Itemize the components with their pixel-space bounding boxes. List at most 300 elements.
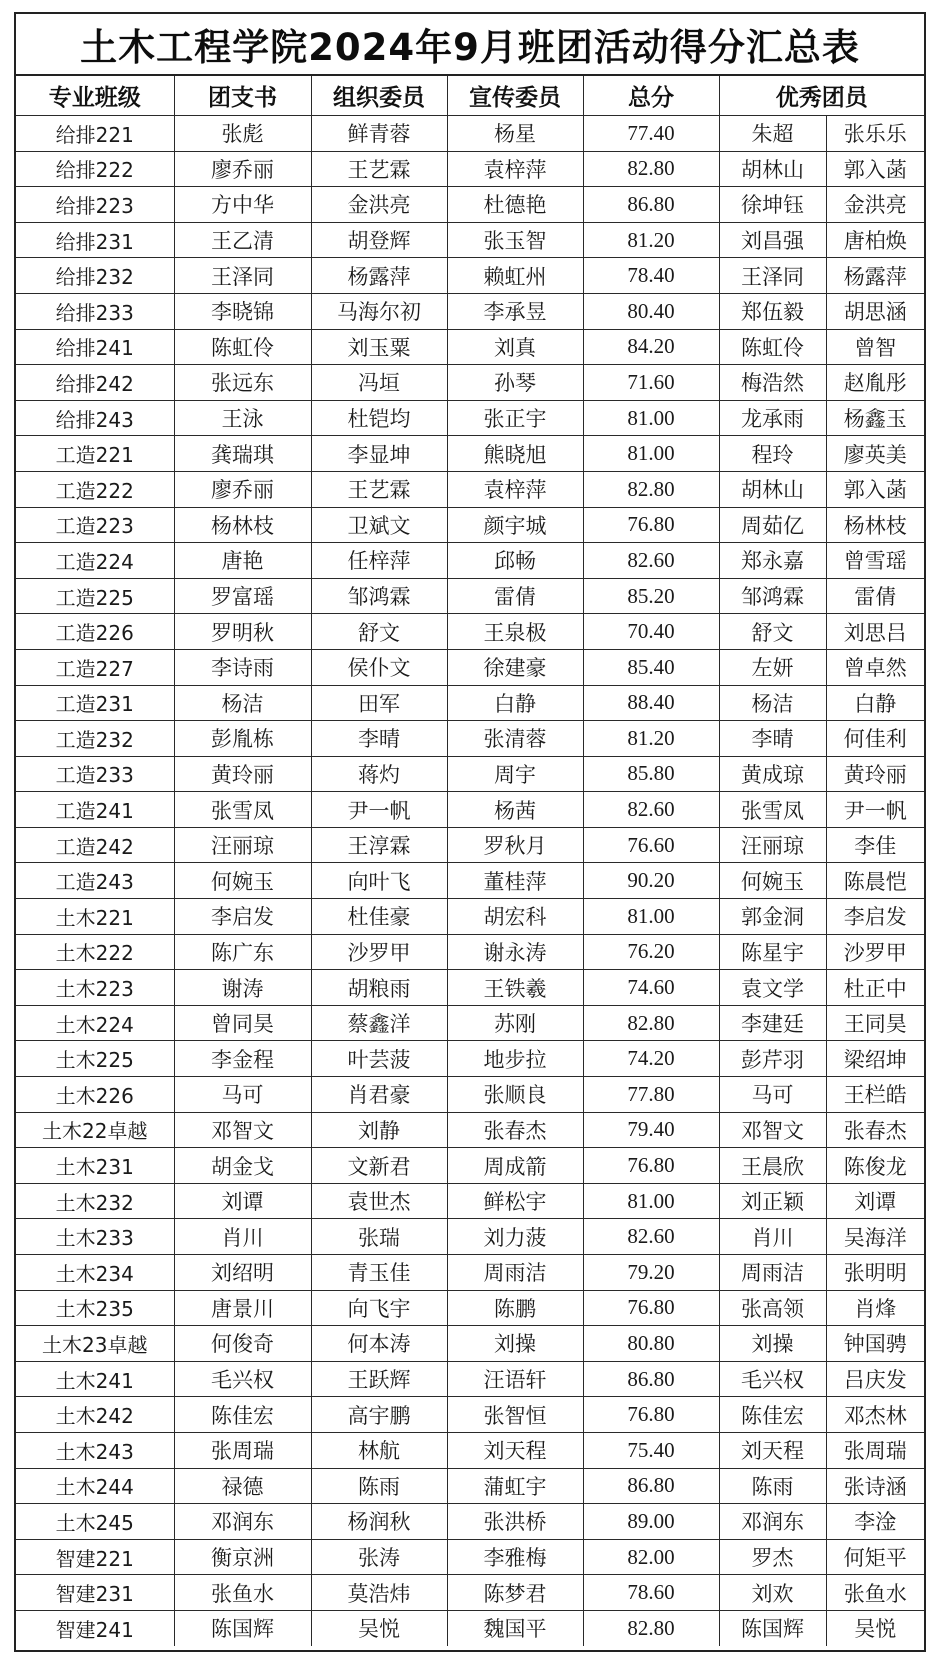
class-cell: 工造224 [16,543,174,579]
organizer-cell: 杨露萍 [311,258,447,294]
excellent-member-1-cell: 肖川 [719,1219,826,1255]
excellent-member-2-cell: 李佳 [826,827,924,863]
excellent-member-1-cell: 杨洁 [719,685,826,721]
score-cell: 82.60 [583,792,719,828]
secretary-cell: 黄玲丽 [174,756,311,792]
excellent-member-2-cell: 曾卓然 [826,649,924,685]
secretary-cell: 邓智文 [174,1112,311,1148]
table-row [16,1290,924,1326]
class-cell: 给排233 [16,293,174,329]
organizer-cell: 莫浩炜 [311,1575,447,1611]
excellent-member-1-cell: 张高领 [719,1290,826,1326]
excellent-member-1-cell: 陈佳宏 [719,1397,826,1433]
excellent-member-2-cell: 张春杰 [826,1112,924,1148]
score-cell: 76.60 [583,827,719,863]
excellent-member-2-cell: 张周瑞 [826,1432,924,1468]
class-cell: 土木232 [16,1183,174,1219]
secretary-cell: 何婉玉 [174,863,311,899]
score-cell: 82.80 [583,471,719,507]
class-cell: 土木224 [16,1005,174,1041]
score-cell: 70.40 [583,614,719,650]
score-cell: 78.60 [583,1575,719,1611]
excellent-member-2-cell: 张明明 [826,1255,924,1291]
publicity-cell: 张顺良 [447,1077,583,1113]
secretary-cell: 廖乔丽 [174,151,311,187]
class-cell: 给排223 [16,187,174,223]
excellent-member-1-cell: 毛兴权 [719,1361,826,1397]
table-row [16,1397,924,1433]
score-cell: 85.40 [583,649,719,685]
publicity-cell: 周雨洁 [447,1255,583,1291]
table-row [16,1112,924,1148]
organizer-cell: 杜铠均 [311,400,447,436]
table-row [16,863,924,899]
table-row [16,543,924,579]
publicity-cell: 周宇 [447,756,583,792]
organizer-cell: 何本涛 [311,1326,447,1362]
excellent-member-1-cell: 郑永嘉 [719,543,826,579]
excellent-member-1-cell: 邓润东 [719,1504,826,1540]
class-cell: 智建231 [16,1575,174,1611]
table-row [16,1539,924,1575]
class-cell: 土木223 [16,970,174,1006]
publicity-cell: 张玉智 [447,222,583,258]
excellent-member-2-cell: 杨林枝 [826,507,924,543]
excellent-member-2-cell: 廖英美 [826,436,924,472]
excellent-member-2-cell: 陈俊龙 [826,1148,924,1184]
excellent-member-2-cell: 刘谭 [826,1183,924,1219]
organizer-cell: 张涛 [311,1539,447,1575]
publicity-cell: 熊晓旭 [447,436,583,472]
header-score: 总分 [583,76,719,116]
publicity-cell: 胡宏科 [447,899,583,935]
class-cell: 智建241 [16,1610,174,1645]
publicity-cell: 蒲虹宇 [447,1468,583,1504]
score-cell: 81.00 [583,899,719,935]
secretary-cell: 杨林枝 [174,507,311,543]
excellent-member-1-cell: 马可 [719,1077,826,1113]
excellent-member-1-cell: 刘天程 [719,1432,826,1468]
table-row [16,293,924,329]
table-row [16,151,924,187]
secretary-cell: 李晓锦 [174,293,311,329]
secretary-cell: 陈国辉 [174,1610,311,1645]
organizer-cell: 刘玉粟 [311,329,447,365]
class-cell: 给排242 [16,365,174,401]
organizer-cell: 陈雨 [311,1468,447,1504]
publicity-cell: 陈鹏 [447,1290,583,1326]
score-cell: 81.20 [583,222,719,258]
score-cell: 86.80 [583,187,719,223]
table-row [16,1183,924,1219]
secretary-cell: 肖川 [174,1219,311,1255]
organizer-cell: 舒文 [311,614,447,650]
organizer-cell: 吴悦 [311,1610,447,1645]
organizer-cell: 王艺霖 [311,151,447,187]
class-cell: 工造222 [16,471,174,507]
excellent-member-2-cell: 郭入菡 [826,471,924,507]
organizer-cell: 高宇鹏 [311,1397,447,1433]
score-cell: 86.80 [583,1361,719,1397]
table-row [16,827,924,863]
secretary-cell: 曾同昊 [174,1005,311,1041]
secretary-cell: 李启发 [174,899,311,935]
secretary-cell: 刘绍明 [174,1255,311,1291]
table-row [16,1326,924,1362]
secretary-cell: 禄德 [174,1468,311,1504]
publicity-cell: 李雅梅 [447,1539,583,1575]
secretary-cell: 衡京洲 [174,1539,311,1575]
excellent-member-2-cell: 尹一帆 [826,792,924,828]
secretary-cell: 胡金戈 [174,1148,311,1184]
publicity-cell: 杜德艳 [447,187,583,223]
table-row [16,365,924,401]
excellent-member-2-cell: 杨露萍 [826,258,924,294]
class-cell: 给排231 [16,222,174,258]
score-cell: 90.20 [583,863,719,899]
organizer-cell: 冯垣 [311,365,447,401]
excellent-member-1-cell: 陈国辉 [719,1610,826,1645]
organizer-cell: 袁世杰 [311,1183,447,1219]
class-cell: 工造233 [16,756,174,792]
table-row [16,1575,924,1611]
table-row [16,436,924,472]
score-cell: 88.40 [583,685,719,721]
organizer-cell: 王艺霖 [311,471,447,507]
excellent-member-1-cell: 何婉玉 [719,863,826,899]
excellent-member-2-cell: 陈晨恺 [826,863,924,899]
publicity-cell: 颜宇城 [447,507,583,543]
table-row [16,1077,924,1113]
excellent-member-2-cell: 梁绍坤 [826,1041,924,1077]
excellent-member-2-cell: 肖烽 [826,1290,924,1326]
table-row [16,1432,924,1468]
score-cell: 71.60 [583,365,719,401]
organizer-cell: 沙罗甲 [311,934,447,970]
secretary-cell: 汪丽琼 [174,827,311,863]
excellent-member-1-cell: 李建廷 [719,1005,826,1041]
secretary-cell: 王泳 [174,400,311,436]
publicity-cell: 刘力菠 [447,1219,583,1255]
excellent-member-1-cell: 李晴 [719,721,826,757]
excellent-member-2-cell: 邓杰林 [826,1397,924,1433]
score-cell: 79.40 [583,1112,719,1148]
secretary-cell: 廖乔丽 [174,471,311,507]
header-publicity: 宣传委员 [447,76,583,116]
class-cell: 工造225 [16,578,174,614]
excellent-member-2-cell: 曾雪瑶 [826,543,924,579]
publicity-cell: 张洪桥 [447,1504,583,1540]
excellent-member-2-cell: 沙罗甲 [826,934,924,970]
organizer-cell: 蔡鑫洋 [311,1005,447,1041]
publicity-cell: 杨星 [447,116,583,152]
table-row [16,507,924,543]
class-cell: 土木221 [16,899,174,935]
excellent-member-2-cell: 吴海洋 [826,1219,924,1255]
publicity-cell: 地步拉 [447,1041,583,1077]
organizer-cell: 青玉佳 [311,1255,447,1291]
organizer-cell: 李显坤 [311,436,447,472]
header-organizer: 组织委员 [311,76,447,116]
publicity-cell: 刘天程 [447,1432,583,1468]
class-cell: 工造221 [16,436,174,472]
secretary-cell: 张彪 [174,116,311,152]
excellent-member-1-cell: 罗杰 [719,1539,826,1575]
score-cell: 76.80 [583,1290,719,1326]
class-cell: 土木226 [16,1077,174,1113]
class-cell: 土木225 [16,1041,174,1077]
excellent-member-1-cell: 袁文学 [719,970,826,1006]
excellent-member-1-cell: 胡林山 [719,471,826,507]
class-cell: 土木231 [16,1148,174,1184]
excellent-member-1-cell: 周茹亿 [719,507,826,543]
secretary-cell: 刘谭 [174,1183,311,1219]
organizer-cell: 卫斌文 [311,507,447,543]
excellent-member-1-cell: 刘欢 [719,1575,826,1611]
publicity-cell: 张清蓉 [447,721,583,757]
excellent-member-1-cell: 黄成琼 [719,756,826,792]
class-cell: 工造231 [16,685,174,721]
excellent-member-1-cell: 梅浩然 [719,365,826,401]
table-row [16,899,924,935]
excellent-member-2-cell: 吴悦 [826,1610,924,1645]
class-cell: 给排221 [16,116,174,152]
organizer-cell: 肖君豪 [311,1077,447,1113]
score-cell: 82.00 [583,1539,719,1575]
score-cell: 74.60 [583,970,719,1006]
score-cell: 80.80 [583,1326,719,1362]
organizer-cell: 侯仆文 [311,649,447,685]
table-row [16,1148,924,1184]
excellent-member-1-cell: 张雪凤 [719,792,826,828]
organizer-cell: 李晴 [311,721,447,757]
organizer-cell: 蒋灼 [311,756,447,792]
excellent-member-2-cell: 何佳利 [826,721,924,757]
table-row [16,970,924,1006]
excellent-member-1-cell: 胡林山 [719,151,826,187]
publicity-cell: 鲜松宇 [447,1183,583,1219]
organizer-cell: 向飞宇 [311,1290,447,1326]
class-cell: 给排241 [16,329,174,365]
class-cell: 土木243 [16,1432,174,1468]
score-cell: 81.20 [583,721,719,757]
class-cell: 土木234 [16,1255,174,1291]
excellent-member-2-cell: 曾智 [826,329,924,365]
score-cell: 81.00 [583,436,719,472]
class-cell: 智建221 [16,1539,174,1575]
score-cell: 82.80 [583,1005,719,1041]
publicity-cell: 董桂萍 [447,863,583,899]
score-cell: 78.40 [583,258,719,294]
organizer-cell: 王跃辉 [311,1361,447,1397]
secretary-cell: 彭胤栋 [174,721,311,757]
organizer-cell: 杜佳豪 [311,899,447,935]
class-cell: 土木244 [16,1468,174,1504]
secretary-cell: 李金程 [174,1041,311,1077]
secretary-cell: 李诗雨 [174,649,311,685]
excellent-member-2-cell: 钟国骋 [826,1326,924,1362]
score-cell: 77.80 [583,1077,719,1113]
table-row [16,792,924,828]
table-row [16,721,924,757]
table-row [16,116,924,152]
excellent-member-2-cell: 张诗涵 [826,1468,924,1504]
score-cell: 85.20 [583,578,719,614]
organizer-cell: 张瑞 [311,1219,447,1255]
publicity-cell: 李承昱 [447,293,583,329]
publicity-cell: 王铁羲 [447,970,583,1006]
organizer-cell: 马海尔初 [311,293,447,329]
table-body [16,116,924,1646]
secretary-cell: 陈佳宏 [174,1397,311,1433]
table-row [16,1504,924,1540]
table-row [16,614,924,650]
excellent-member-1-cell: 龙承雨 [719,400,826,436]
class-cell: 工造241 [16,792,174,828]
excellent-member-2-cell: 张乐乐 [826,116,924,152]
excellent-member-1-cell: 周雨洁 [719,1255,826,1291]
organizer-cell: 田军 [311,685,447,721]
excellent-member-1-cell: 汪丽琼 [719,827,826,863]
excellent-member-1-cell: 邓智文 [719,1112,826,1148]
table-row [16,1005,924,1041]
table-row [16,1219,924,1255]
secretary-cell: 唐艳 [174,543,311,579]
table-row [16,222,924,258]
secretary-cell: 陈虹伶 [174,329,311,365]
table-row [16,1610,924,1645]
excellent-member-2-cell: 何矩平 [826,1539,924,1575]
table-row [16,329,924,365]
excellent-member-2-cell: 唐柏焕 [826,222,924,258]
secretary-cell: 王泽同 [174,258,311,294]
table-row [16,934,924,970]
organizer-cell: 叶芸菠 [311,1041,447,1077]
publicity-cell: 孙琴 [447,365,583,401]
secretary-cell: 张周瑞 [174,1432,311,1468]
excellent-member-1-cell: 陈星宇 [719,934,826,970]
publicity-cell: 陈梦君 [447,1575,583,1611]
table-row [16,258,924,294]
excellent-member-2-cell: 王同昊 [826,1005,924,1041]
class-cell: 工造226 [16,614,174,650]
table-row [16,1041,924,1077]
table-row [16,1468,924,1504]
secretary-cell: 马可 [174,1077,311,1113]
table-row [16,471,924,507]
publicity-cell: 苏刚 [447,1005,583,1041]
publicity-cell: 罗秋月 [447,827,583,863]
secretary-cell: 毛兴权 [174,1361,311,1397]
excellent-member-1-cell: 刘操 [719,1326,826,1362]
organizer-cell: 杨润秋 [311,1504,447,1540]
excellent-member-1-cell: 刘正颖 [719,1183,826,1219]
excellent-member-1-cell: 朱超 [719,116,826,152]
secretary-cell: 杨洁 [174,685,311,721]
publicity-cell: 周成箭 [447,1148,583,1184]
table-row [16,578,924,614]
class-cell: 工造243 [16,863,174,899]
publicity-cell: 白静 [447,685,583,721]
excellent-member-1-cell: 王泽同 [719,258,826,294]
secretary-cell: 罗富瑶 [174,578,311,614]
class-cell: 给排222 [16,151,174,187]
excellent-member-2-cell: 黄玲丽 [826,756,924,792]
publicity-cell: 雷倩 [447,578,583,614]
publicity-cell: 王泉极 [447,614,583,650]
excellent-member-1-cell: 陈虹伶 [719,329,826,365]
score-cell: 80.40 [583,293,719,329]
table-row [16,1361,924,1397]
publicity-cell: 张正宇 [447,400,583,436]
class-cell: 土木245 [16,1504,174,1540]
secretary-cell: 罗明秋 [174,614,311,650]
publicity-cell: 汪语轩 [447,1361,583,1397]
score-cell: 82.80 [583,151,719,187]
excellent-member-2-cell: 王栏皓 [826,1077,924,1113]
class-cell: 工造223 [16,507,174,543]
excellent-member-1-cell: 郭金洞 [719,899,826,935]
table-row [16,685,924,721]
publicity-cell: 杨茜 [447,792,583,828]
secretary-cell: 王乙清 [174,222,311,258]
organizer-cell: 文新君 [311,1148,447,1184]
excellent-member-1-cell: 郑伍毅 [719,293,826,329]
secretary-cell: 张鱼水 [174,1575,311,1611]
table-row [16,649,924,685]
secretary-cell: 张远东 [174,365,311,401]
class-cell: 土木235 [16,1290,174,1326]
excellent-member-2-cell: 杨鑫玉 [826,400,924,436]
class-cell: 土木222 [16,934,174,970]
organizer-cell: 尹一帆 [311,792,447,828]
excellent-member-2-cell: 吕庆发 [826,1361,924,1397]
class-cell: 土木241 [16,1361,174,1397]
table-row [16,187,924,223]
table-row [16,400,924,436]
score-cell: 76.80 [583,1397,719,1433]
header-secretary: 团支书 [174,76,311,116]
header-class: 专业班级 [16,76,174,116]
score-cell: 82.60 [583,1219,719,1255]
score-cell: 81.00 [583,400,719,436]
excellent-member-2-cell: 赵胤彤 [826,365,924,401]
score-cell: 74.20 [583,1041,719,1077]
excellent-member-1-cell: 左妍 [719,649,826,685]
secretary-cell: 邓润东 [174,1504,311,1540]
organizer-cell: 林航 [311,1432,447,1468]
excellent-member-2-cell: 张鱼水 [826,1575,924,1611]
excellent-member-2-cell: 李启发 [826,899,924,935]
header-row [16,76,924,116]
score-summary-sheet [14,12,926,1652]
secretary-cell: 陈广东 [174,934,311,970]
score-cell: 76.80 [583,1148,719,1184]
organizer-cell: 胡粮雨 [311,970,447,1006]
sheet-title: 土木工程学院2024年9月班团活动得分汇总表 [16,14,924,76]
publicity-cell: 徐建豪 [447,649,583,685]
excellent-member-1-cell: 彭芹羽 [719,1041,826,1077]
organizer-cell: 鲜青蓉 [311,116,447,152]
secretary-cell: 方中华 [174,187,311,223]
score-cell: 82.80 [583,1610,719,1645]
organizer-cell: 王淳霖 [311,827,447,863]
publicity-cell: 赖虹州 [447,258,583,294]
organizer-cell: 任梓萍 [311,543,447,579]
publicity-cell: 袁梓萍 [447,151,583,187]
publicity-cell: 谢永涛 [447,934,583,970]
publicity-cell: 张春杰 [447,1112,583,1148]
